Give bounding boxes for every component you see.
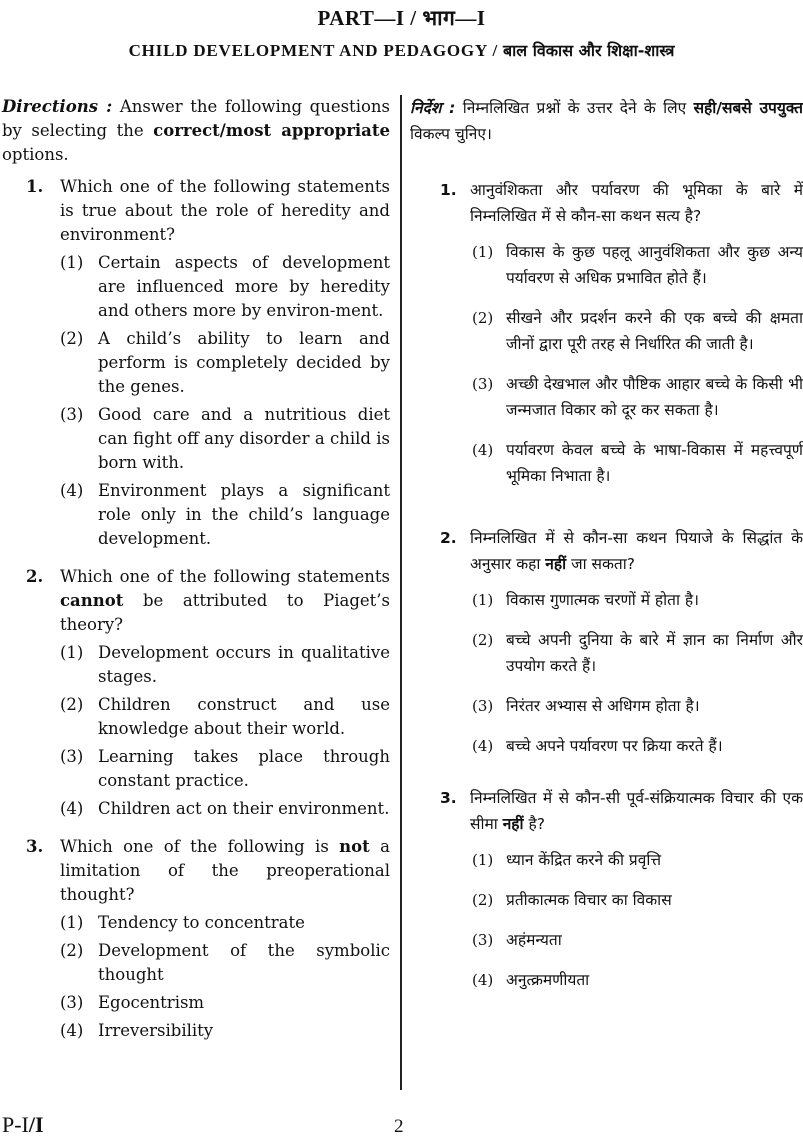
question-text-part: है? xyxy=(523,815,545,833)
directions-text: Answer the following questions by selecting the xyxy=(2,97,390,140)
option-text: Children act on their environment. xyxy=(98,799,390,818)
question-emphasis: नहीं xyxy=(502,815,524,833)
booklet-code-prefix: P-I xyxy=(2,1112,29,1137)
booklet-code xyxy=(2,1112,44,1138)
option-2[interactable] xyxy=(2,939,390,987)
question-text xyxy=(470,525,803,577)
question-3-english xyxy=(2,835,390,1043)
option-3[interactable] xyxy=(410,927,803,953)
option-number: (2) xyxy=(60,329,84,348)
question-3-hindi xyxy=(410,785,803,993)
option-text: Egocentrism xyxy=(98,993,205,1012)
option-text: Learning takes place through constant practice. xyxy=(98,747,390,790)
question-text-part: निम्नलिखित में से कौन-सी पूर्व-संक्रियात्मक विचार की एक सीमा xyxy=(470,789,803,833)
option-number: (2) xyxy=(472,309,494,327)
directions-label: Directions : xyxy=(2,97,113,116)
option-number: (1) xyxy=(60,253,84,272)
option-number: (3) xyxy=(60,405,84,424)
option-4[interactable] xyxy=(2,1019,390,1043)
option-2[interactable] xyxy=(410,887,803,913)
question-text: Which one of the following statements is true about the role of heredity and environment? xyxy=(60,177,390,244)
option-3[interactable] xyxy=(2,403,390,475)
option-4[interactable] xyxy=(410,733,803,759)
option-number: (1) xyxy=(60,643,84,662)
booklet-code-separator: / xyxy=(28,1112,36,1137)
option-text: सीखने और प्रदर्शन करने की एक बच्चे की क्षमता जीनों द्वारा पूरी तरह से निर्धारित की जाती है। xyxy=(506,309,803,353)
option-number: (3) xyxy=(472,931,494,949)
option-text: अच्छी देखभाल और पौष्टिक आहार बच्चे के किसी भी जन्मजात विकार को दूर कर सकता है। xyxy=(506,375,803,419)
option-3[interactable] xyxy=(410,371,803,423)
page-number: 2 xyxy=(394,1116,404,1137)
option-4[interactable] xyxy=(2,479,390,551)
option-3[interactable] xyxy=(2,745,390,793)
option-number: (4) xyxy=(472,441,494,459)
option-text: अनुत्क्रमणीयता xyxy=(506,971,590,989)
option-number: (2) xyxy=(472,631,494,649)
option-number: (1) xyxy=(472,591,494,609)
question-2-english xyxy=(2,565,390,821)
question-text xyxy=(470,785,803,837)
option-2[interactable] xyxy=(2,693,390,741)
option-number: (1) xyxy=(60,913,84,932)
subject-title-hindi: बाल विकास और शिक्षा-शास्त्र xyxy=(503,41,675,60)
subject-title-english: CHILD DEVELOPMENT AND PEDAGOGY xyxy=(128,41,488,60)
option-number: (4) xyxy=(60,481,84,500)
question-2-hindi xyxy=(410,525,803,759)
option-4[interactable] xyxy=(410,437,803,489)
option-text: विकास के कुछ पहलू आनुवंशिकता और कुछ अन्य पर्यावरण से अधिक प्रभावित होते हैं। xyxy=(506,243,803,287)
option-number: (2) xyxy=(60,941,84,960)
question-text-part: जा सकता? xyxy=(566,555,635,573)
option-number: (1) xyxy=(472,243,494,261)
page-header xyxy=(0,4,803,61)
subject-title xyxy=(0,39,803,61)
directions-text: निम्नलिखित प्रश्नों के उत्तर देने के लिए xyxy=(455,99,694,117)
question-text-part: Which one of the following is xyxy=(60,837,340,856)
option-number: (3) xyxy=(472,697,494,715)
option-text: Development occurs in qualitative stages. xyxy=(98,643,390,686)
option-1[interactable] xyxy=(410,847,803,873)
directions-english xyxy=(2,95,390,167)
question-number: 1. xyxy=(26,177,44,196)
option-text: विकास गुणात्मक चरणों में होता है। xyxy=(506,591,700,609)
directions-text-end: विकल्प चुनिए। xyxy=(410,125,492,143)
directions-emphasis: सही/सबसे उपयुक्त xyxy=(693,99,803,117)
directions-emphasis: correct/most appropriate xyxy=(153,121,390,140)
option-text: ध्यान केंद्रित करने की प्रवृत्ति xyxy=(506,851,662,869)
question-number: 1. xyxy=(440,181,457,199)
option-text: अहंमन्यता xyxy=(506,931,562,949)
question-text: आनुवंशिकता और पर्यावरण की भूमिका के बारे में निम्नलिखित में से कौन-सा कथन सत्य है? xyxy=(470,181,803,225)
option-4[interactable] xyxy=(2,797,390,821)
option-number: (4) xyxy=(60,1021,84,1040)
option-text: Development of the symbolic thought xyxy=(98,941,390,984)
option-text: निरंतर अभ्यास से अधिगम होता है। xyxy=(506,697,700,715)
options-list xyxy=(2,911,390,1043)
option-text: पर्यावरण केवल बच्चे के भाषा-विकास में महत्त्वपूर्ण भूमिका निभाता है। xyxy=(506,441,803,485)
question-number: 2. xyxy=(26,567,44,586)
option-number: (3) xyxy=(60,993,84,1012)
english-column xyxy=(2,95,390,1057)
options-list xyxy=(2,641,390,821)
option-number: (4) xyxy=(472,971,494,989)
option-text: Good care and a nutritious diet can fight off any disorder a child is born with. xyxy=(98,405,390,472)
option-text: प्रतीकात्मक विचार का विकास xyxy=(506,891,672,909)
option-2[interactable] xyxy=(410,305,803,357)
directions-hindi xyxy=(410,95,803,147)
options-list xyxy=(410,587,803,759)
part-title: PART—I / भाग—I xyxy=(317,6,486,30)
options-list xyxy=(410,239,803,489)
column-divider xyxy=(400,95,402,1090)
option-1[interactable] xyxy=(2,641,390,689)
options-list xyxy=(2,251,390,551)
question-emphasis: नहीं xyxy=(545,555,567,573)
option-1[interactable] xyxy=(410,587,803,613)
option-number: (4) xyxy=(60,799,84,818)
question-text-part: Which one of the following statements xyxy=(60,567,390,586)
question-emphasis: not xyxy=(339,837,370,856)
hindi-column xyxy=(410,95,803,1007)
option-text: Tendency to concentrate xyxy=(98,913,305,932)
subject-title-separator: / xyxy=(487,41,504,60)
option-number: (2) xyxy=(60,695,84,714)
option-text: Irreversibility xyxy=(98,1021,214,1040)
question-number: 3. xyxy=(26,837,44,856)
directions-text-end: options. xyxy=(2,145,69,164)
option-2[interactable] xyxy=(410,627,803,679)
option-number: (1) xyxy=(472,851,494,869)
option-1[interactable] xyxy=(410,239,803,291)
question-1-hindi xyxy=(410,177,803,489)
option-text: A child’s ability to learn and perform is completely decided by the genes. xyxy=(98,329,390,396)
option-number: (3) xyxy=(472,375,494,393)
question-text xyxy=(60,565,390,637)
option-1[interactable] xyxy=(2,911,390,935)
question-text xyxy=(60,835,390,907)
option-3[interactable] xyxy=(410,693,803,719)
directions-label: निर्देश : xyxy=(410,99,456,117)
option-text: बच्चे अपने पर्यावरण पर क्रिया करते हैं। xyxy=(506,737,723,755)
question-text-part: निम्नलिखित में से कौन-सा कथन पियाजे के सिद्धांत के अनुसार कहा xyxy=(470,529,803,573)
booklet-code-suffix: I xyxy=(35,1112,44,1137)
question-1-english xyxy=(2,175,390,551)
question-number: 3. xyxy=(440,789,457,807)
option-2[interactable] xyxy=(2,327,390,399)
option-4[interactable] xyxy=(410,967,803,993)
option-1[interactable] xyxy=(2,251,390,323)
option-number: (2) xyxy=(472,891,494,909)
question-number: 2. xyxy=(440,529,457,547)
option-text: बच्चे अपनी दुनिया के बारे में ज्ञान का निर्माण और उपयोग करते हैं। xyxy=(506,631,803,675)
options-list xyxy=(410,847,803,993)
option-3[interactable] xyxy=(2,991,390,1015)
option-text: Environment plays a significant role only in the child’s language development. xyxy=(98,481,390,548)
option-text: Certain aspects of development are influenced more by heredity and others more by environ-ment. xyxy=(98,253,390,320)
question-text-part: be attributed to Piaget’s theory? xyxy=(60,591,390,634)
option-text: Children construct and use knowledge about their world. xyxy=(98,695,390,738)
question-text-part: a limitation of the preoperational thought? xyxy=(60,837,390,904)
option-number: (4) xyxy=(472,737,494,755)
question-emphasis: cannot xyxy=(60,591,124,610)
option-number: (3) xyxy=(60,747,84,766)
